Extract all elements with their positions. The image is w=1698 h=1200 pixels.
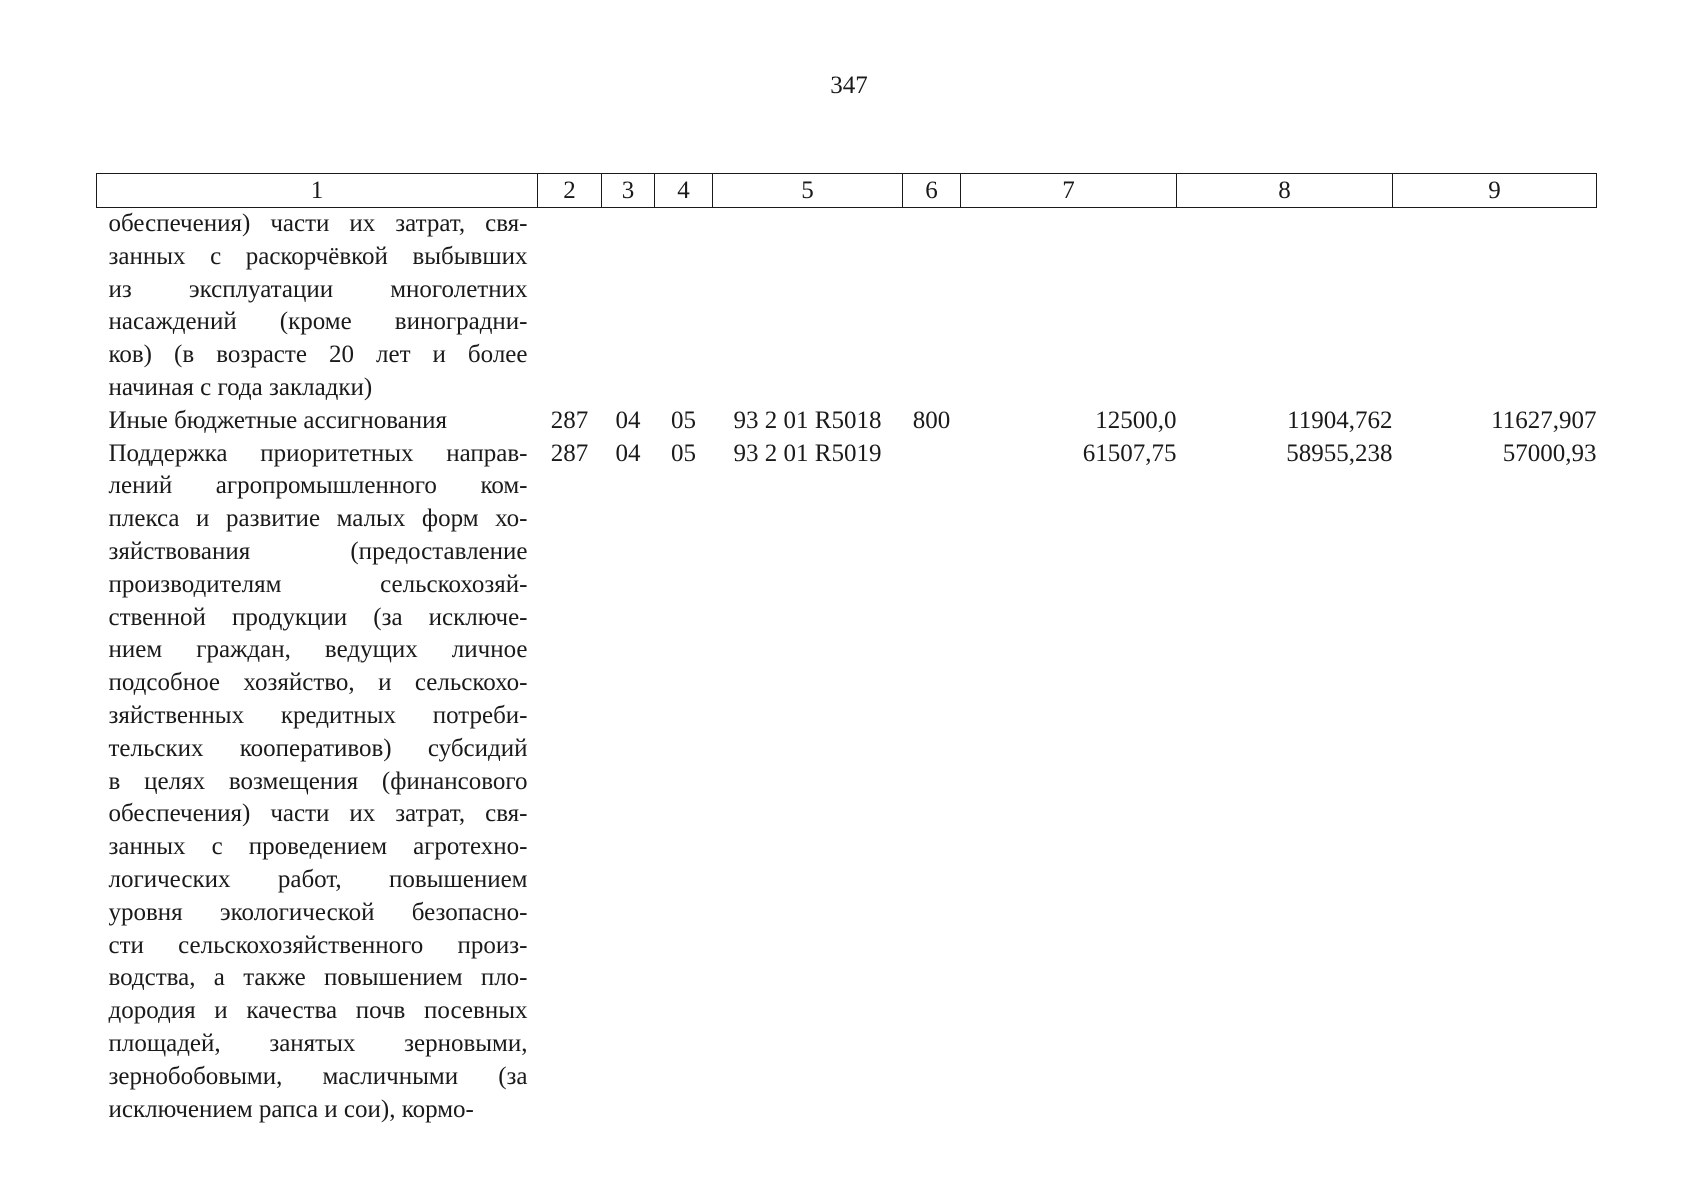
column-header-5: 5 xyxy=(713,174,903,208)
amount-col-7: 61507,75 xyxy=(1082,439,1177,467)
amount-col-9: 11627,907 xyxy=(1491,406,1597,434)
description-line: дородия и качества почв посевных xyxy=(108,997,528,1025)
description-line: зернобобовыми, масличными (за xyxy=(108,1062,528,1090)
section-code: 04 xyxy=(615,406,641,434)
amount-col-8: 11904,762 xyxy=(1287,406,1393,434)
description-line: лений агропромышленного ком- xyxy=(108,472,528,500)
row-description xyxy=(97,208,538,405)
target-article-code xyxy=(713,208,903,405)
description-line: водства, а также повышением пло- xyxy=(108,964,528,992)
grbs-code xyxy=(538,208,602,405)
table-header-row xyxy=(97,174,1597,208)
column-header-7: 7 xyxy=(961,174,1177,208)
row-description xyxy=(97,438,538,1127)
description-line: занных с проведением агротехно- xyxy=(108,833,528,861)
grbs-code: 287 xyxy=(550,406,589,434)
description-line: Иные бюджетные ассигнования xyxy=(108,406,448,434)
target-article-code: 93 2 01 R5019 xyxy=(733,439,882,467)
table-body xyxy=(97,208,1597,1127)
amount-col-8: 58955,238 xyxy=(1286,439,1393,467)
description-line: обеспечения) части их затрат, свя- xyxy=(108,210,528,237)
column-header-3: 3 xyxy=(602,174,655,208)
table-row xyxy=(97,438,1597,1127)
amount-col-7: 12500,0 xyxy=(1095,406,1177,434)
description-line: логических работ, повышением xyxy=(108,865,528,893)
description-line: насаждений (кроме виноградни- xyxy=(108,308,528,336)
row-description xyxy=(97,405,538,438)
description-line: занных с раскорчёвкой выбывших xyxy=(108,242,528,270)
table-row xyxy=(97,208,1597,405)
description-line: производителям сельскохозяй- xyxy=(108,570,528,598)
column-header-9: 9 xyxy=(1393,174,1597,208)
description-line: из эксплуатации многолетних xyxy=(108,275,528,303)
description-line: исключением рапса и сои), кормо- xyxy=(108,1095,474,1123)
table-row xyxy=(97,405,1597,438)
description-line: зяйственных кредитных потреби- xyxy=(108,701,528,729)
section-code: 04 xyxy=(615,439,641,467)
description-line: Поддержка приоритетных направ- xyxy=(108,439,528,467)
expense-type-code: 800 xyxy=(912,406,951,434)
column-header-4: 4 xyxy=(655,174,713,208)
description-line: подсобное хозяйство, и сельскохо- xyxy=(108,669,528,697)
description-line: ственной продукции (за исключе- xyxy=(108,603,528,631)
description-line: плекса и развитие малых форм хо- xyxy=(108,505,528,533)
description-line: сти сельскохозяйственного произ- xyxy=(108,931,528,959)
subsection-code: 05 xyxy=(671,439,696,467)
budget-table xyxy=(96,173,1597,1126)
expense-type-code xyxy=(903,438,961,1127)
section-code xyxy=(602,208,655,405)
description-line: площадей, занятых зерновыми, xyxy=(108,1029,528,1057)
grbs-code: 287 xyxy=(550,439,589,467)
amount-col-9: 57000,93 xyxy=(1502,439,1597,467)
expense-type-code xyxy=(903,208,961,405)
amount-col-8 xyxy=(1177,208,1393,405)
description-line: начиная с года закладки) xyxy=(108,373,373,401)
column-header-8: 8 xyxy=(1177,174,1393,208)
description-line: уровня экологической безопасно- xyxy=(108,898,528,926)
amount-col-9 xyxy=(1393,208,1597,405)
subsection-code: 05 xyxy=(671,406,696,434)
target-article-code: 93 2 01 R5018 xyxy=(733,406,882,434)
description-line: нием граждан, ведущих личное xyxy=(108,636,528,664)
subsection-code xyxy=(655,208,713,405)
column-header-1: 1 xyxy=(97,174,538,208)
description-line: зяйствования (предоставление xyxy=(108,537,528,565)
column-header-2: 2 xyxy=(538,174,602,208)
description-line: обеспечения) части их затрат, свя- xyxy=(108,800,528,828)
description-line: ков) (в возрасте 20 лет и более xyxy=(108,341,528,369)
column-header-6: 6 xyxy=(903,174,961,208)
description-line: в целях возмещения (финансового xyxy=(108,767,528,795)
description-line: тельских кооперативов) субсидий xyxy=(108,734,528,762)
page-number: 347 xyxy=(830,72,868,99)
amount-col-7 xyxy=(961,208,1177,405)
